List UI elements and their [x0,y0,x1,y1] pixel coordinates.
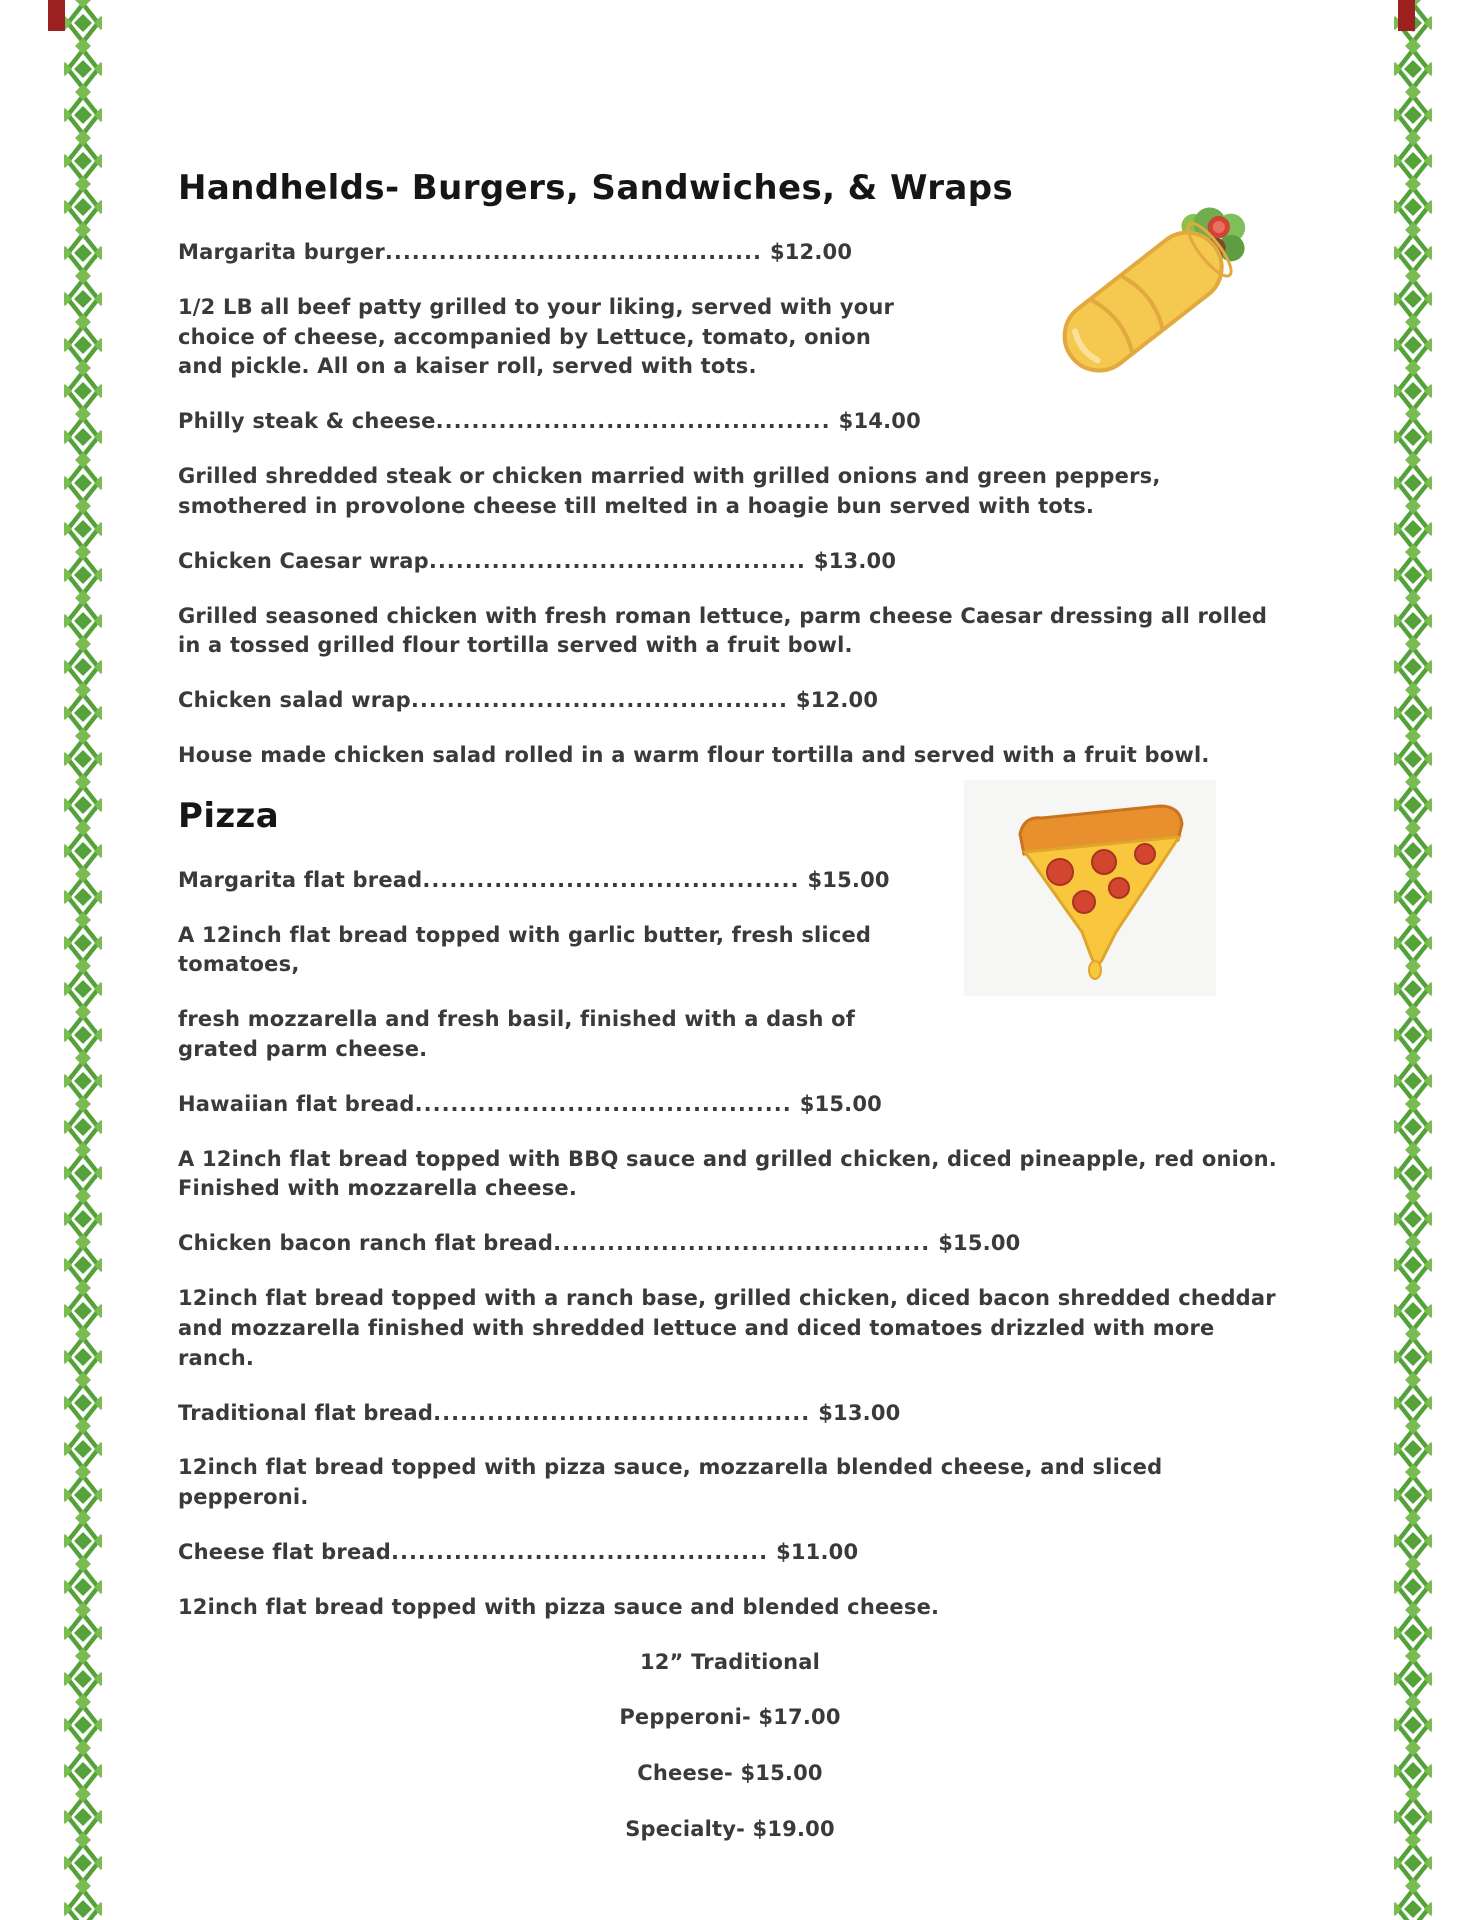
item-name: Margarita burger [178,240,385,264]
item-description: A 12inch flat bread topped with garlic butter, fresh sliced tomatoes, [178,922,872,977]
traditional-pizza-specials [178,1648,1282,1845]
traditional-option-pepperoni: Pepperoni- $17.00 [619,1705,841,1730]
item-line-margarita-flat-bread [178,866,1282,896]
item-description: Grilled seasoned chicken with fresh roman lettuce, parm cheese Caesar dressing all rolled in a tossed grilled flour tortilla served with a fruit bowl. [178,603,1268,658]
item-price: $13.00 [813,548,897,573]
item-price: $15.00 [807,867,890,892]
item-description: 12inch flat bread topped with a ranch base, grilled chicken, diced bacon shredded cheddar and mozzarella finished with shredded lettuce and diced tomatoes drizzled with more ranch. [178,1286,1276,1370]
item-line-chicken-bacon-ranch-flat-bread [178,1229,1282,1259]
diamond-lattice-border-right-icon [1394,0,1432,1920]
dot-leader: .......................................... [422,867,800,892]
item-line-philly-steak [178,407,1282,437]
item-description: 12inch flat bread topped with pizza sauce and blended cheese. [178,1594,940,1619]
menu-content [178,168,1282,1871]
item-name: Philly steak & cheese [178,409,436,434]
item-name: Traditional flat bread [178,1400,434,1425]
item-line-traditional-flat-bread [178,1399,1282,1429]
dot-leader: .......................................... [391,1539,769,1564]
section-title-pizza: Pizza [178,795,280,836]
item-name: Chicken Caesar wrap [178,548,429,573]
dot-leader: .......................................... [428,548,806,573]
item-name: Chicken bacon ranch flat bread [178,1231,554,1256]
item-price: $12.00 [769,240,853,264]
item-description: Grilled shredded steak or chicken married with grilled onions and green peppers, smothered in provolone cheese till melted in a hoagie bun served with tots. [178,464,1161,518]
traditional-option-specialty: Specialty- $19.00 [625,1817,835,1841]
dot-leader: .......................................... [553,1231,931,1256]
traditional-heading: 12” Traditional [639,1649,821,1674]
dot-leader: ............................................ [435,409,831,434]
item-name: Hawaiian flat bread [178,1091,415,1116]
item-line-margarita-burger [178,238,1282,268]
traditional-option-cheese: Cheese- $15.00 [637,1761,823,1786]
red-accent-top-left [48,0,65,31]
item-line-chicken-salad-wrap [178,686,1282,716]
dot-leader: .......................................... [433,1400,811,1425]
item-name: Chicken salad wrap [178,688,411,713]
item-description: fresh mozzarella and fresh basil, finished with a dash of grated parm cheese. [178,1007,856,1061]
item-price: $11.00 [776,1539,859,1564]
item-description: House made chicken salad rolled in a warm flour tortilla and served with a fruit bowl. [178,742,1210,767]
item-price: $15.00 [799,1091,882,1116]
dot-leader: .......................................... [384,240,762,264]
item-description: 12inch flat bread topped with pizza sauce, mozzarella blended cheese, and sliced pepperoni. [178,1455,1163,1510]
item-line-chicken-caesar-wrap [178,547,1282,577]
item-price: $12.00 [795,688,879,713]
item-price: $15.00 [938,1231,1021,1256]
item-description: A 12inch flat bread topped with BBQ sauce and grilled chicken, diced pineapple, red onion. Finished with mozzarella cheese. [178,1146,1277,1201]
item-line-cheese-flat-bread [178,1538,1282,1568]
item-description: 1/2 LB all beef patty grilled to your liking, served with your choice of cheese, accompanied by Lettuce, tomato, onion and pickle. All on a kaiser roll, served with tots. [178,294,895,379]
red-accent-top-right [1398,0,1415,31]
item-name: Cheese flat bread [178,1539,391,1564]
item-name: Margarita flat bread [178,867,423,892]
item-price: $13.00 [818,1400,901,1425]
diamond-lattice-border-left-icon [64,0,102,1920]
dot-leader: .......................................... [414,1091,792,1116]
dot-leader: .......................................... [410,688,788,713]
item-line-hawaiian-flat-bread [178,1090,1282,1120]
section-title-handhelds: Handhelds- Burgers, Sandwiches, & Wraps [178,168,1014,208]
item-price: $14.00 [838,409,921,434]
